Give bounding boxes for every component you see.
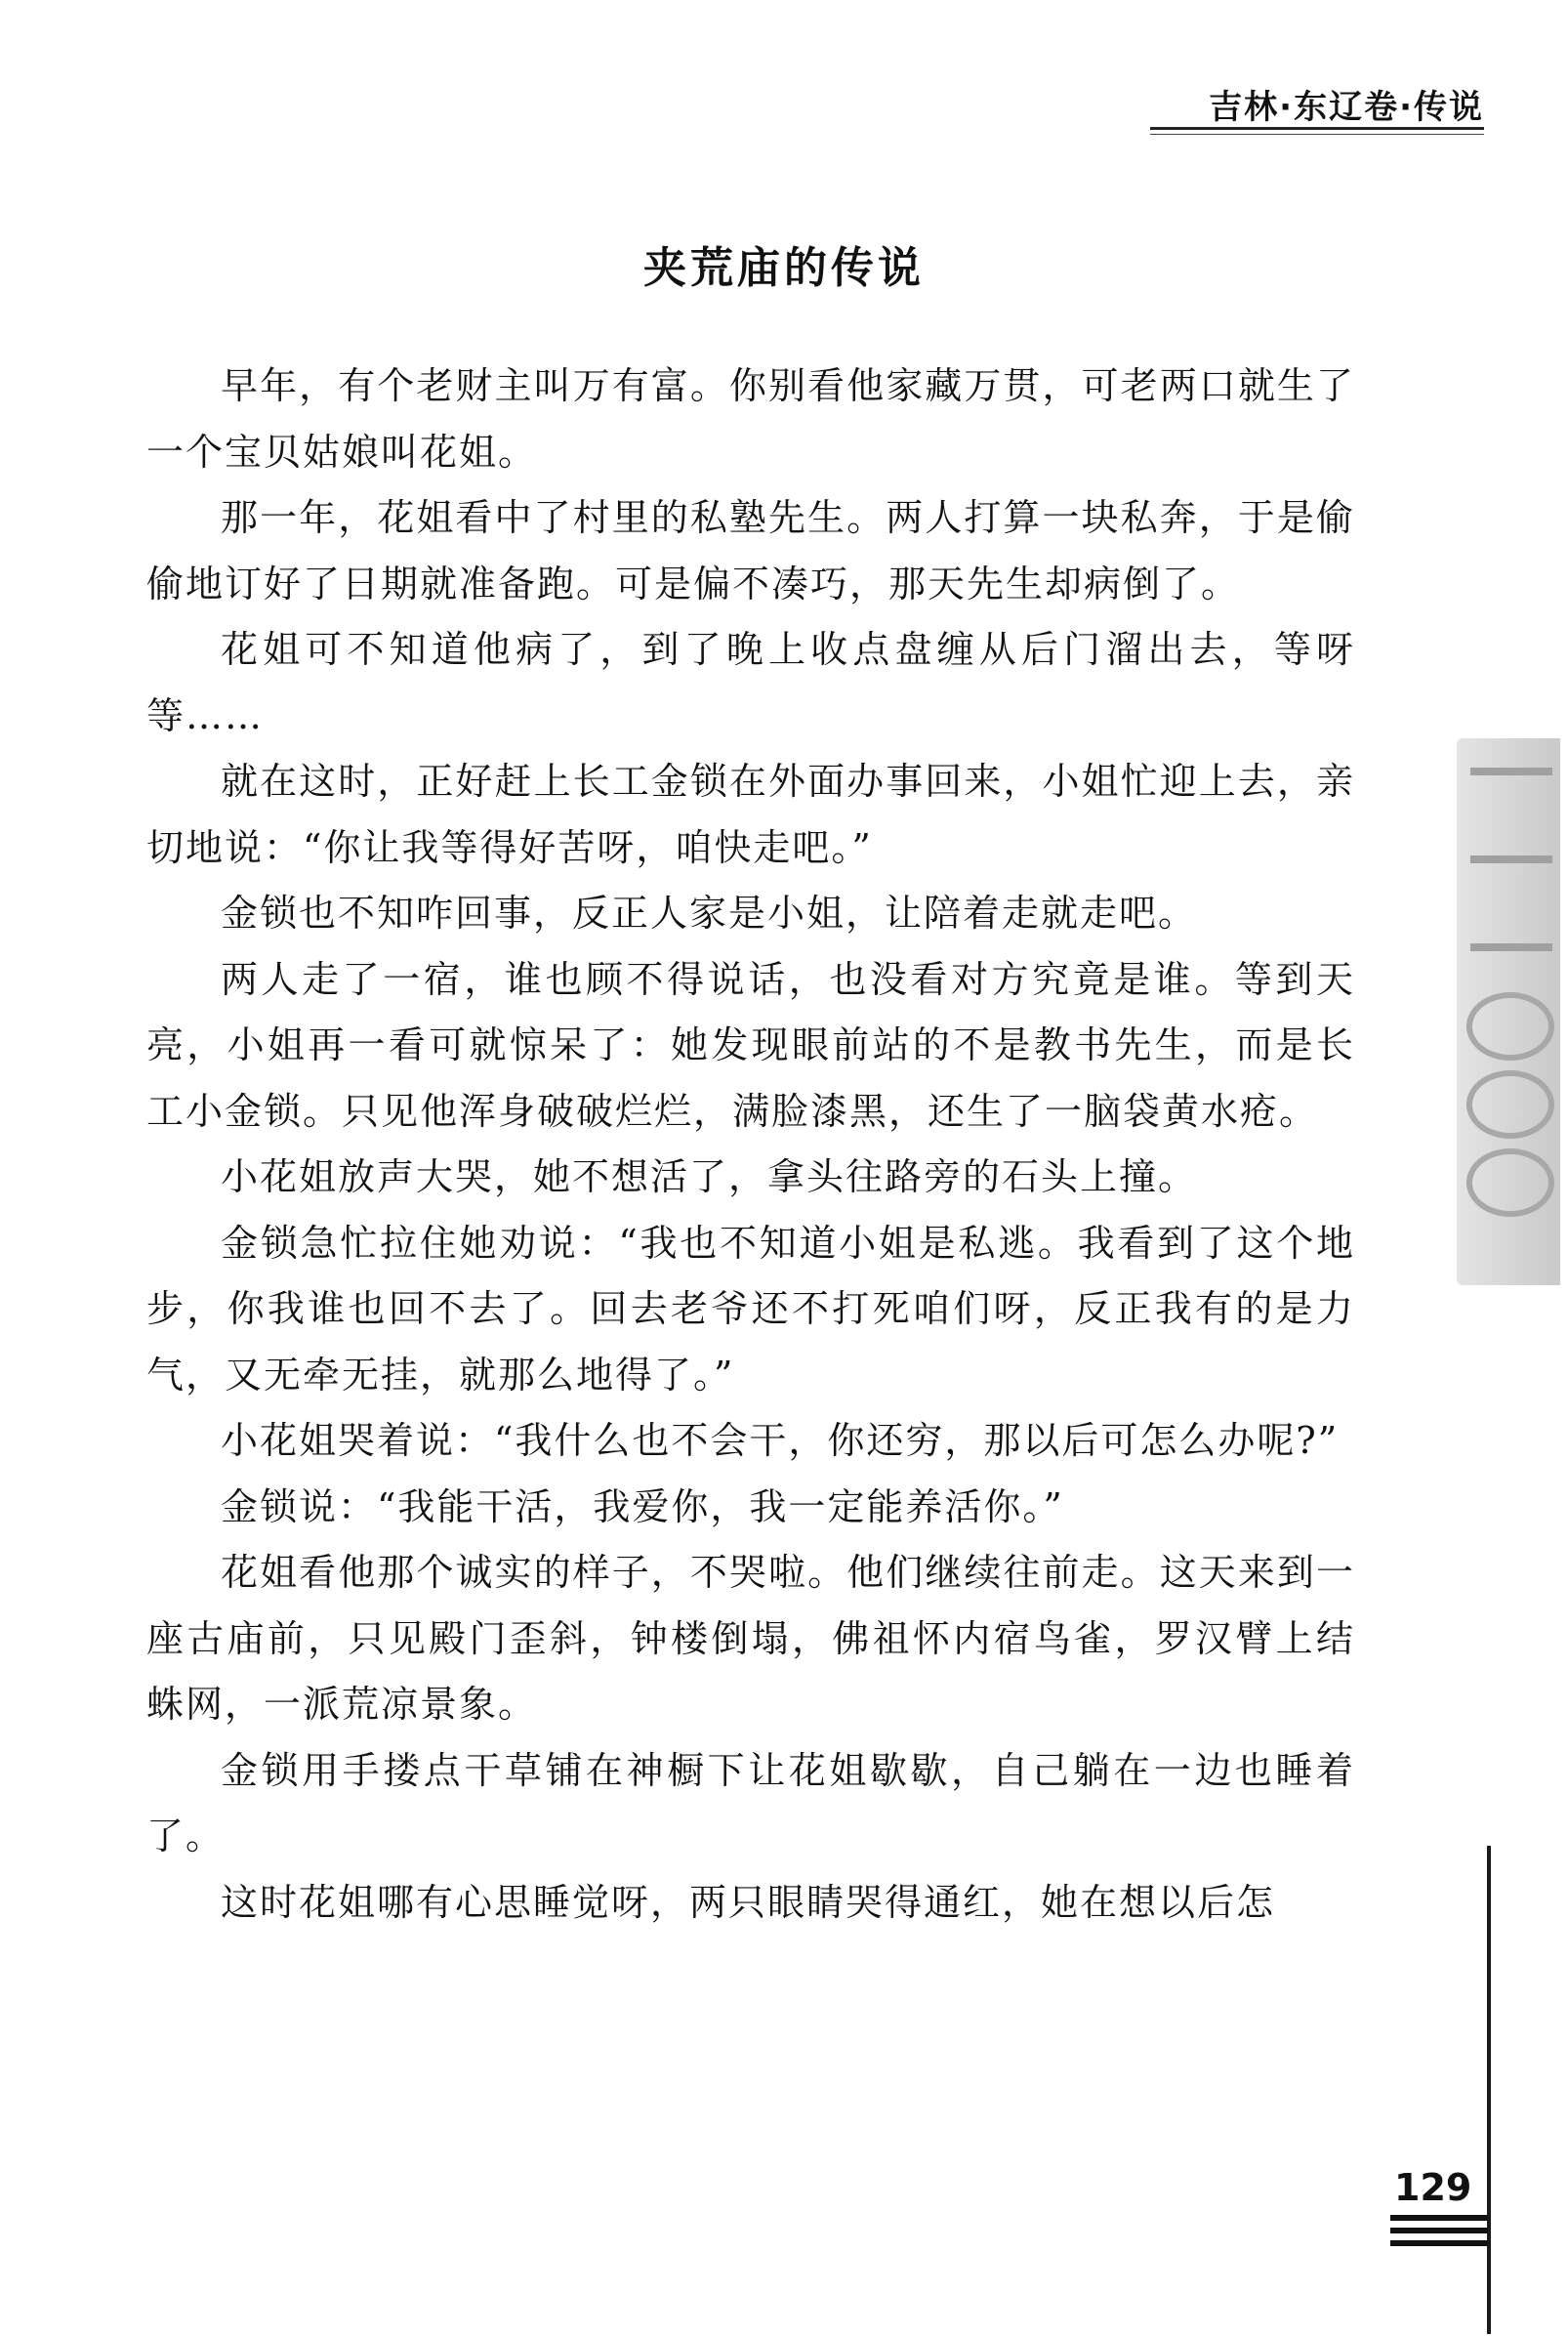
tab-ornament-icon: [1466, 992, 1554, 1061]
paragraph: 两人走了一宿，谁也顾不得说话，也没看对方究竟是谁。等到天亮，小姐再一看可就惊呆了：她发现眼前站的不是教书先生，而是长工小金锁。只见他浑身破破烂烂，满脸漆黑，还生了一脑袋黄水疮。: [146, 957, 1355, 1133]
tab-stripe: [1470, 943, 1552, 951]
tab-stripe: [1470, 768, 1552, 775]
paragraph: 金锁急忙拉住她劝说：“我也不知道小姐是私逃。我看到了这个地步，你我谁也回不去了。回去老爷还不打死咱们呀，反正我有的是力气，又无牵无挂，就那么地得了。”: [146, 1221, 1355, 1397]
page-number-bar: [1390, 2215, 1488, 2221]
article-title: 夹荒庙的传说: [643, 243, 925, 293]
paragraph: 金锁说：“我能干活，我爱你，我一定能养活你。”: [221, 1484, 1064, 1528]
running-head: 吉林·东辽卷·传说: [1209, 88, 1484, 127]
paragraph: 这时花姐哪有心思睡觉呀，两只眼睛哭得通红，她在想以后怎: [221, 1880, 1276, 1924]
page-number-bar: [1390, 2228, 1488, 2233]
tab-ornament-icon: [1466, 1148, 1554, 1217]
decorative-side-tab: [1457, 738, 1560, 1285]
header-rule-thin: [1150, 134, 1484, 135]
paragraph: 花姐可不知道他病了，到了晚上收点盘缠从后门溜出去，等呀等……: [146, 628, 1355, 737]
paragraph: 小花姐放声大哭，她不想活了，拿头往路旁的石头上撞。: [221, 1155, 1198, 1198]
paragraph: 花姐看他那个诚实的样子，不哭啦。他们继续往前走。这天来到一座古庙前，只见殿门歪斜，钟楼倒塌，佛祖怀内宿鸟雀，罗汉臂上结蛛网，一派荒凉景象。: [146, 1551, 1355, 1726]
tab-ornament-icon: [1466, 1070, 1554, 1139]
paragraph: 就在这时，正好赶上长工金锁在外面办事回来，小姐忙迎上去，亲切地说：“你让我等得好苦呀，咱快走吧。”: [146, 760, 1355, 869]
paragraph: 早年，有个老财主叫万有富。你别看他家藏万贯，可老两口就生了一个宝贝姑娘叫花姐。: [146, 364, 1355, 474]
page-number-bars: [1390, 2215, 1488, 2253]
margin-rule: [1487, 1846, 1491, 2334]
paragraph: 那一年，花姐看中了村里的私塾先生。两人打算一块私奔，于是偷偷地订好了日期就准备跑。可是偏不凑巧，那天先生却病倒了。: [146, 496, 1355, 605]
paragraph: 金锁用手搂点干草铺在神橱下让花姐歇歇，自己躺在一边也睡着了。: [146, 1748, 1355, 1857]
page-number: 129: [1394, 2166, 1472, 2209]
page-number-bar: [1390, 2240, 1488, 2246]
header-rule: [1150, 127, 1484, 130]
paragraph: 金锁也不知咋回事，反正人家是小姐，让陪着走就走吧。: [221, 892, 1198, 935]
tab-stripe: [1470, 855, 1552, 863]
article-body: [146, 354, 1355, 1936]
paragraph: 小花姐哭着说：“我什么也不会干，你还穷，那以后可怎么办呢?”: [221, 1419, 1340, 1462]
